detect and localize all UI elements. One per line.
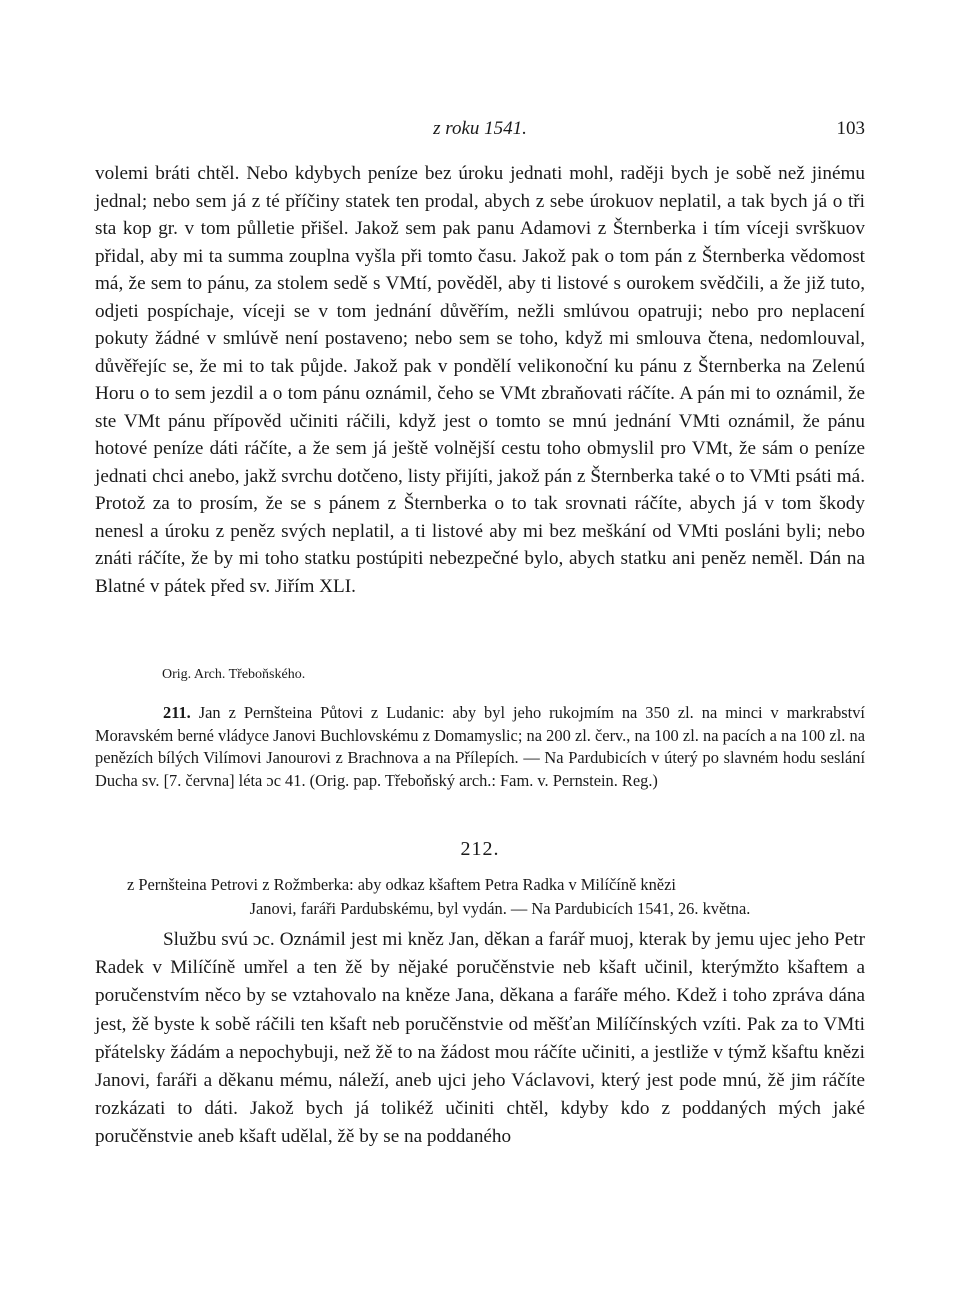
- running-title: z roku 1541.: [433, 118, 527, 139]
- page-header: [95, 118, 865, 142]
- entry-regest: Jan z Pernšteina Půtovi z Ludanic: aby byl jeho rukojmím na 350 zl. na minci v markrabství Moravském berné vládyce Janovi Buchlovskému z Domamyslic; na 200 zl. červ., na 100 zl. na pacích a na 100 zl. na penězích bílých Vilímovi Janourovi z Brachnova a na Přílepích. — Na Pardubicích v úterý po slavném hodu seslání Ducha sv. [7. června] léta ɔc 41. (Orig. pap. Třeboňský arch.: Fam. v. Pernstein. Reg.): [95, 703, 865, 790]
- letter-text: Oznámil jest mi kněz Jan, děkan a farář muoj, kterak by jemu ujec jeho Petr Radek v Milíčíně umřel a ten žě by nějaké poručěnstvie neb kšaft učinil, kterýmžto kšaftem a poručenstvím něco by se vztahovalo na kněze Jana, děkana a faráře mého. Kdež i toho zpráva dána jest, žě byste k sobě ráčili ten kšaft neb poručěnstvie od měšťan Milíčínských vzíti. Pak za to VMti přátelsky žádám a nepochybuji, než žě to na žádost mou ráčíte učiniti, a jestliže v týmž kšaftu knězi Janovi, faráři a děkanu mému, náleží, aneb ujci jeho Václavovi, který jest pode mnú, žě jim ráčíte rozkázati to dáti. Jakož bych já tolikéž učiniti chtěl, kdyby kdo z poddaných mých jaké poručěnstvie aneb kšaft udělal, žě by se na poddaného: [95, 929, 865, 1148]
- regest-line: Janovi, faráři Pardubskému, byl vydán. — Na Pardubicích 1541, 26. května.: [249, 899, 751, 918]
- letter-body: [95, 926, 865, 1152]
- entry-number: 211.: [163, 703, 191, 722]
- document-number: 212.: [460, 838, 500, 860]
- document-regest: [95, 873, 865, 921]
- regest-line: z Pernšteina Petrovi z Rožmberka: aby odkaz kšaftem Petra Radka v Milíčíně knězi: [127, 875, 676, 894]
- continued-letter-text: [95, 160, 865, 600]
- entry-211: [95, 702, 865, 792]
- letter-opening: Službu svú ɔc.: [163, 929, 275, 950]
- source-note: Orig. Arch. Třeboňského.: [162, 667, 306, 682]
- page-number: 103: [836, 118, 865, 139]
- letter-paragraph: volemi bráti chtěl. Nebo kdybych peníze bez úroku jednati mohl, raději bych je sobě než jinému jednal; nebo sem já z té příčiny statek ten prodal, abych z sebe úrokuov neplatil, a tak bych já o tři sta kop gr. v tom půlletie přišel. Jakož sem pak panu Adamovi z Šternberka i tím víceji svrškuov přidal, aby mi ta summa zouplna vyšla při tomto času. Jakož pak o tom pán z Šternberka vědomost má, že sem to pánu, za stolem sedě s VMtí, pověděl, aby ti listové s ourokem svědčili, a že již tuto, odjeti pospíchaje, víceji se v tom jednání důvěřím, nežli smlúvou opatruji; nebo pro neplacení pokuty žádné v smlúvě není postaveno; nebo sem se toho, když mi smlouva čtena, nedomlouval, důvěřejíc se, že mi to tak půjde. Jakož pak v pondělí velikonoční ku pánu z Šternberka na Zelenú Horu o to sem jezdil a o tom pánu oznámil, čeho se VMt zbraňovati ráčíte. A pán mi to oznámil, že ste VMt pánu přípověd učiniti ráčili, když jest o tomto se mnú jednání VMti oznámil, že pánu hotové peníze dáti ráčíte, a že sem já ještě volnější cestu toho obmyslil pro VMt, že sám o peníze jednati chci anebo, jakž svrchu dotčeno, listy přijíti, jakož pán z Šternberka také o to VMti psáti má. Protož za to prosím, že se s pánem z Šternberka o to tak srovnati ráčíte, abych já v tom škody nenesl a úroku z peněz svých neplatil, a ti listové aby mi bez meškání od VMti posláni byli; nebo znáti ráčíte, že by mi toho statku postúpiti nebezpečné bylo, abych statku ani peněz neměl. Dán na Blatné v pátek před sv. Jiřím XLI.: [95, 163, 865, 597]
